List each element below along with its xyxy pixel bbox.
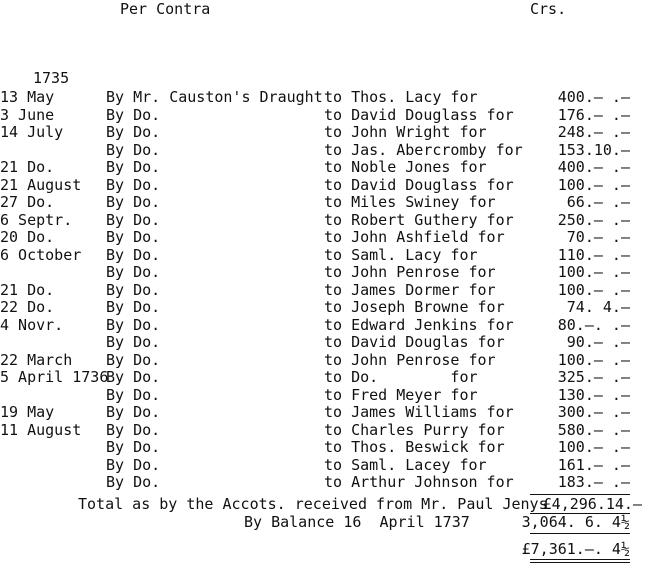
entry-by: By Do. bbox=[106, 158, 161, 176]
entry-by: By Do. bbox=[106, 123, 161, 141]
entry-amount: 100.– .– bbox=[557, 263, 630, 281]
entry-by: By Do. bbox=[106, 420, 161, 439]
ledger-row bbox=[0, 247, 648, 265]
ledger-row bbox=[0, 264, 648, 282]
entry-by: By Do. bbox=[106, 298, 161, 316]
balance-amount: 3,064. 6. 4½ bbox=[521, 513, 630, 531]
entry-by: By Mr. Causton's Draught bbox=[106, 88, 323, 106]
entry-by: By Do. bbox=[106, 175, 161, 194]
entry-date: 11 August bbox=[0, 420, 82, 439]
entry-payee: to Thos. Lacy for bbox=[324, 88, 478, 106]
ledger-row bbox=[0, 474, 648, 492]
entry-date: 22 March bbox=[0, 350, 73, 369]
ledger-row bbox=[0, 422, 648, 440]
entry-date: 21 August bbox=[0, 175, 82, 194]
entry-date: 6 Septr. bbox=[0, 210, 73, 229]
entry-amount: 100.– .– bbox=[557, 175, 630, 194]
ledger-row bbox=[0, 124, 648, 142]
entry-payee: to Arthur Johnson for bbox=[324, 473, 514, 491]
entry-date: 3 June bbox=[0, 105, 55, 124]
entry-amount: 66.– .– bbox=[566, 193, 630, 211]
entry-by: By Do. bbox=[106, 105, 161, 124]
entry-by: By Do. bbox=[106, 245, 161, 264]
entry-payee: to Joseph Browne for bbox=[324, 298, 505, 316]
ledger-row bbox=[0, 142, 648, 160]
ledger-row bbox=[0, 229, 648, 247]
entry-amount: 183.– .– bbox=[557, 473, 630, 491]
ledger-row bbox=[0, 457, 648, 475]
entry-date: 4 Novr. bbox=[0, 315, 64, 334]
entry-by: By Do. bbox=[106, 455, 161, 474]
entry-payee: to Do. for bbox=[324, 368, 478, 386]
entry-by: By Do. bbox=[106, 368, 161, 386]
heading-per-contra: Per Contra bbox=[120, 0, 211, 18]
entry-payee: to Saml. Lacey for bbox=[324, 455, 487, 474]
entry-payee: to John Penrose for bbox=[324, 263, 496, 281]
entry-date: 20 Do. bbox=[0, 228, 55, 246]
ledger-row bbox=[0, 159, 648, 177]
entry-amount: 100.– .– bbox=[557, 280, 630, 299]
entry-amount: 176.– .– bbox=[557, 105, 630, 124]
entry-date: 13 May bbox=[0, 88, 55, 106]
entry-payee: to John Penrose for bbox=[324, 350, 496, 369]
entry-payee: to James Williams for bbox=[324, 403, 514, 421]
entry-by: By Do. bbox=[106, 210, 161, 229]
entry-by: By Do. bbox=[106, 193, 161, 211]
ledger-row bbox=[0, 107, 648, 125]
entry-amount: 153.10.– bbox=[557, 140, 630, 159]
ledger-row bbox=[0, 404, 648, 422]
entry-amount: 130.– .– bbox=[557, 385, 630, 404]
entry-by: By Do. bbox=[106, 280, 161, 299]
entry-amount: 400.– .– bbox=[557, 88, 630, 106]
entry-by: By Do. bbox=[106, 263, 161, 281]
ledger-row bbox=[0, 194, 648, 212]
entry-date: 21 Do. bbox=[0, 158, 55, 176]
entry-amount: 110.– .– bbox=[557, 245, 630, 264]
entry-by: By Do. bbox=[106, 228, 161, 246]
entry-date: 14 July bbox=[0, 123, 64, 141]
entry-date: 5 April 1736 bbox=[0, 368, 109, 386]
entry-amount: 161.– .– bbox=[557, 455, 630, 474]
entry-payee: to John Wright for bbox=[324, 123, 487, 141]
entry-amount: 250.– .– bbox=[557, 210, 630, 229]
entry-payee: to Thos. Beswick for bbox=[324, 438, 505, 456]
entry-date: 22 Do. bbox=[0, 298, 55, 316]
entry-payee: to Fred Meyer for bbox=[324, 385, 478, 404]
entry-payee: to Jas. Abercromby for bbox=[324, 140, 523, 159]
rule-under-entries bbox=[530, 494, 630, 495]
entry-amount: 100.– .– bbox=[557, 350, 630, 369]
entry-amount: 90.– .– bbox=[566, 333, 630, 351]
entry-by: By Do. bbox=[106, 333, 161, 351]
entry-amount: 70.– .– bbox=[566, 228, 630, 246]
grand-total-amount: £7,361.–. 4½ bbox=[521, 540, 630, 558]
entry-by: By Do. bbox=[106, 438, 161, 456]
ledger-row bbox=[0, 89, 648, 107]
entry-payee: to Charles Purry for bbox=[324, 420, 505, 439]
entry-date: 21 Do. bbox=[0, 280, 55, 299]
entry-by: By Do. bbox=[106, 473, 161, 491]
entry-payee: to Robert Guthery for bbox=[324, 210, 514, 229]
ledger-row bbox=[0, 334, 648, 352]
ledger-row bbox=[0, 282, 648, 300]
entry-amount: 325.– .– bbox=[557, 368, 630, 386]
total-label: Total as by the Accots. received from Mr. Paul Jenys bbox=[78, 495, 548, 513]
entry-amount: 300.– .– bbox=[557, 403, 630, 421]
entry-payee: to David Douglass for bbox=[324, 175, 514, 194]
rule-grand-total-top bbox=[530, 559, 630, 560]
entry-payee: to David Douglas for bbox=[324, 333, 505, 351]
entry-amount: 80.–. .– bbox=[557, 315, 630, 334]
ledger-row bbox=[0, 352, 648, 370]
entry-payee: to Miles Swiney for bbox=[324, 193, 496, 211]
entry-amount: 580.– .– bbox=[557, 420, 630, 439]
ledger-row bbox=[0, 317, 648, 335]
entry-by: By Do. bbox=[106, 315, 161, 334]
entry-payee: to Noble Jones for bbox=[324, 158, 487, 176]
entry-by: By Do. bbox=[106, 385, 161, 404]
entry-payee: to Edward Jenkins for bbox=[324, 315, 514, 334]
entry-amount: 74. 4.– bbox=[566, 298, 630, 316]
year-label: 1735 bbox=[33, 69, 70, 87]
entry-date: 27 Do. bbox=[0, 193, 55, 211]
entry-amount: 100.– .– bbox=[557, 438, 630, 456]
rule-under-balance bbox=[530, 533, 630, 534]
ledger-row bbox=[0, 299, 648, 317]
entry-payee: to John Ashfield for bbox=[324, 228, 505, 246]
entry-amount: 248.– .– bbox=[557, 123, 630, 141]
entry-by: By Do. bbox=[106, 403, 161, 421]
ledger-row bbox=[0, 387, 648, 405]
entry-by: By Do. bbox=[106, 350, 161, 369]
entry-payee: to James Dormer for bbox=[324, 280, 496, 299]
ledger-row bbox=[0, 177, 648, 195]
heading-credits: Crs. bbox=[530, 0, 567, 18]
entry-by: By Do. bbox=[106, 140, 161, 159]
entry-date: 19 May bbox=[0, 403, 55, 421]
entry-date: 6 October bbox=[0, 245, 82, 264]
entry-payee: to Saml. Lacy for bbox=[324, 245, 478, 264]
rule-under-total bbox=[530, 513, 630, 514]
balance-label: By Balance 16 April 1737 bbox=[244, 513, 470, 531]
total-amount: £4,296.14.– bbox=[542, 495, 642, 513]
ledger-row bbox=[0, 212, 648, 230]
rule-grand-total-bottom bbox=[530, 562, 630, 563]
entry-payee: to David Douglass for bbox=[324, 105, 514, 124]
ledger-row bbox=[0, 439, 648, 457]
entry-amount: 400.– .– bbox=[557, 158, 630, 176]
ledger-row bbox=[0, 369, 648, 387]
